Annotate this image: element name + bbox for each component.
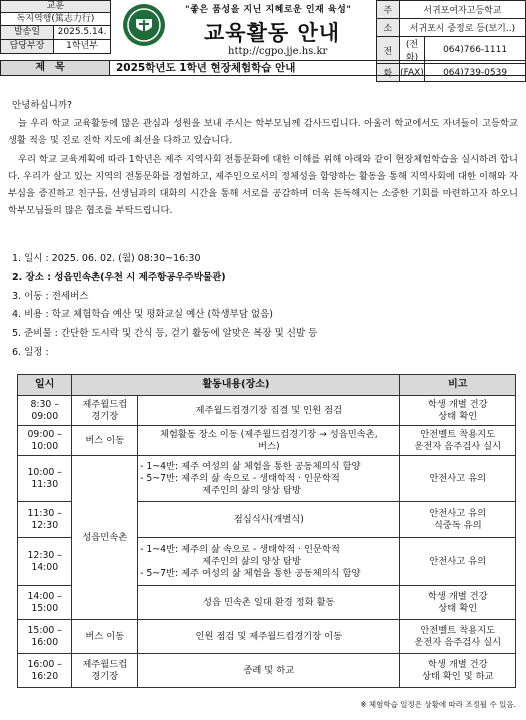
phone-number: 064)766-1111 [425, 37, 526, 64]
table-row: 11:30 – 12:30 점심식사(개별식) 안전사고 유의 식중독 유의 [18, 502, 516, 538]
school-motto: 독지역행(篤志力行) [1, 13, 111, 26]
schedule-header-row [18, 375, 516, 396]
subject-label: 제목 [1, 61, 110, 75]
manager-value: 1학년부 [54, 40, 111, 54]
date-value: 2025.5.14. [54, 26, 111, 40]
table-row: 09:00 – 10:00 버스 이동 체험활동 장소 이동 (제주월드컵경기장 → 성읍민속촌, 버스) 안전벨트 착용지도 운전자 음주검사 실시 [18, 426, 516, 456]
motto-label: 교훈 [1, 1, 111, 13]
address-line-1: 서귀포여자고등학교 [399, 1, 525, 19]
page-title: 교육활동 안내 [204, 21, 341, 45]
detail-item-date: 1. 일시 : 2025. 06. 02. (월) 08:30~16:30 [12, 253, 201, 264]
detail-item-place: 2. 장소 : 성읍민속촌(우천 시 제주항공우주박물관) [12, 271, 226, 283]
table-row: 15:00 – 16:00 버스 이동 인원 점검 및 제주월드컵경기장 이동 안전벨트 착용지도 운전자 음주검사 실시 [18, 620, 516, 654]
header-note: 비고 [400, 375, 516, 396]
table-row: 8:30 – 09:00 제주월드컵 경기장 제주월드컵경기장 집결 및 인원 점검 학생 개별 건강 상태 확인 [18, 396, 516, 426]
place-seongeup: 성읍민속촌 [72, 456, 138, 620]
phone-tag: (전화) [399, 37, 424, 64]
paragraph-2: 우리 학교 교육계획에 따라 1학년은 제주 지역사회 전통문화에 대한 이해를 위해 아래와 같이 현장체험학습을 실시하려 합니다. 우리가 살고 있는 지역의 전통문화를 경험하고, 제주인으로서의 정체성을 함양하는 활동을 통해 지역사회에 대한 이해와 자부심을 증진하고 친구들, 선생님과의 대화의 시간을 통해 서로를 공감하며 더욱 돈독해지는 소중한 기회를 마련하고자 하오니 학부모님들의 많은 협조를 부탁드립니다. [8, 154, 518, 216]
subject-row [0, 60, 526, 76]
motto-slogan: "좋은 품성을 지닌 지혜로운 인재 육성" [185, 5, 352, 15]
address-label-2: 소 [377, 19, 400, 37]
greeting: 안녕하십니까? [12, 100, 73, 111]
address-label-1: 주 [377, 1, 400, 19]
detail-item-cost: 4. 비용 : 학교 체험학습 예산 및 평화교실 예산 (학생부담 없음) [12, 309, 273, 321]
detail-item-schedule: 6. 일정 : [12, 346, 49, 358]
header-time: 일시 [18, 375, 72, 396]
subject-text: 2025학년도 1학년 현장체험학습 안내 [116, 62, 296, 74]
fax-tag: (FAX) [399, 64, 424, 82]
manager-label: 담당부장 [1, 40, 54, 54]
detail-item-supplies: 5. 준비물 : 간단한 도시락 및 간식 등, 걷기 활동에 알맞은 복장 및 신발 등 [12, 328, 318, 340]
table-row: 10:00 – 11:30 성읍민속촌 - 1~4반: 제주 여성의 삶 체험을 통한 공동체의식 함양 - 5~7반: 제주의 삶 속으로 - 생태학적 · 인문학적 제주인의 삶의 양상 탐방 안전사고 유의 [18, 456, 516, 502]
school-url[interactable]: http://cgpo.jje.hs.kr [228, 46, 328, 57]
table-row: 14:00 – 15:00 성읍 민속촌 일대 환경 정화 활동 학생 개별 건강 상태 확인 [18, 586, 516, 620]
header-info-table [0, 0, 111, 54]
school-emblem-icon [122, 3, 166, 47]
table-row: 12:30 – 14:00 - 1~4반: 제주의 삶 속으로 - 생태학적 · 인문학적 제주인의 삶의 양상 탐방 - 5~7반: 제주 여성의 삶 체험을 통한 공동체의식 함양 안전사고 유의 [18, 538, 516, 586]
detail-item-transport: 3. 이동 : 전세버스 [12, 290, 89, 302]
phone-label-1: 전 [377, 37, 400, 64]
details-list [12, 250, 317, 363]
paragraph-1: 늘 우리 학교 교육활동에 많은 관심과 성원을 보내 주시는 학부모님께 감사드립니다. 아울러 학교에서도 자녀들이 고등학교 생활 적응 및 진로 진학 지도에 최선을 다하고 있습니다. [8, 118, 518, 146]
address-line-2: 서귀포시 중정로 등(보기..) [399, 19, 525, 37]
phone-label-2: 화 [377, 64, 400, 82]
schedule-table [17, 374, 516, 688]
schedule-footnote: ※ 체험학습 일정은 상황에 따라 조정될 수 있음. [360, 700, 516, 709]
table-row: 16:00 – 16:20 제주월드컵 경기장 종례 및 하교 학생 개별 건강 상태 확인 및 하교 [18, 654, 516, 688]
date-label: 발송일 [1, 26, 54, 40]
header-activity: 활동내용(장소) [72, 375, 400, 396]
fax-number: 064)739-0539 [425, 64, 526, 82]
